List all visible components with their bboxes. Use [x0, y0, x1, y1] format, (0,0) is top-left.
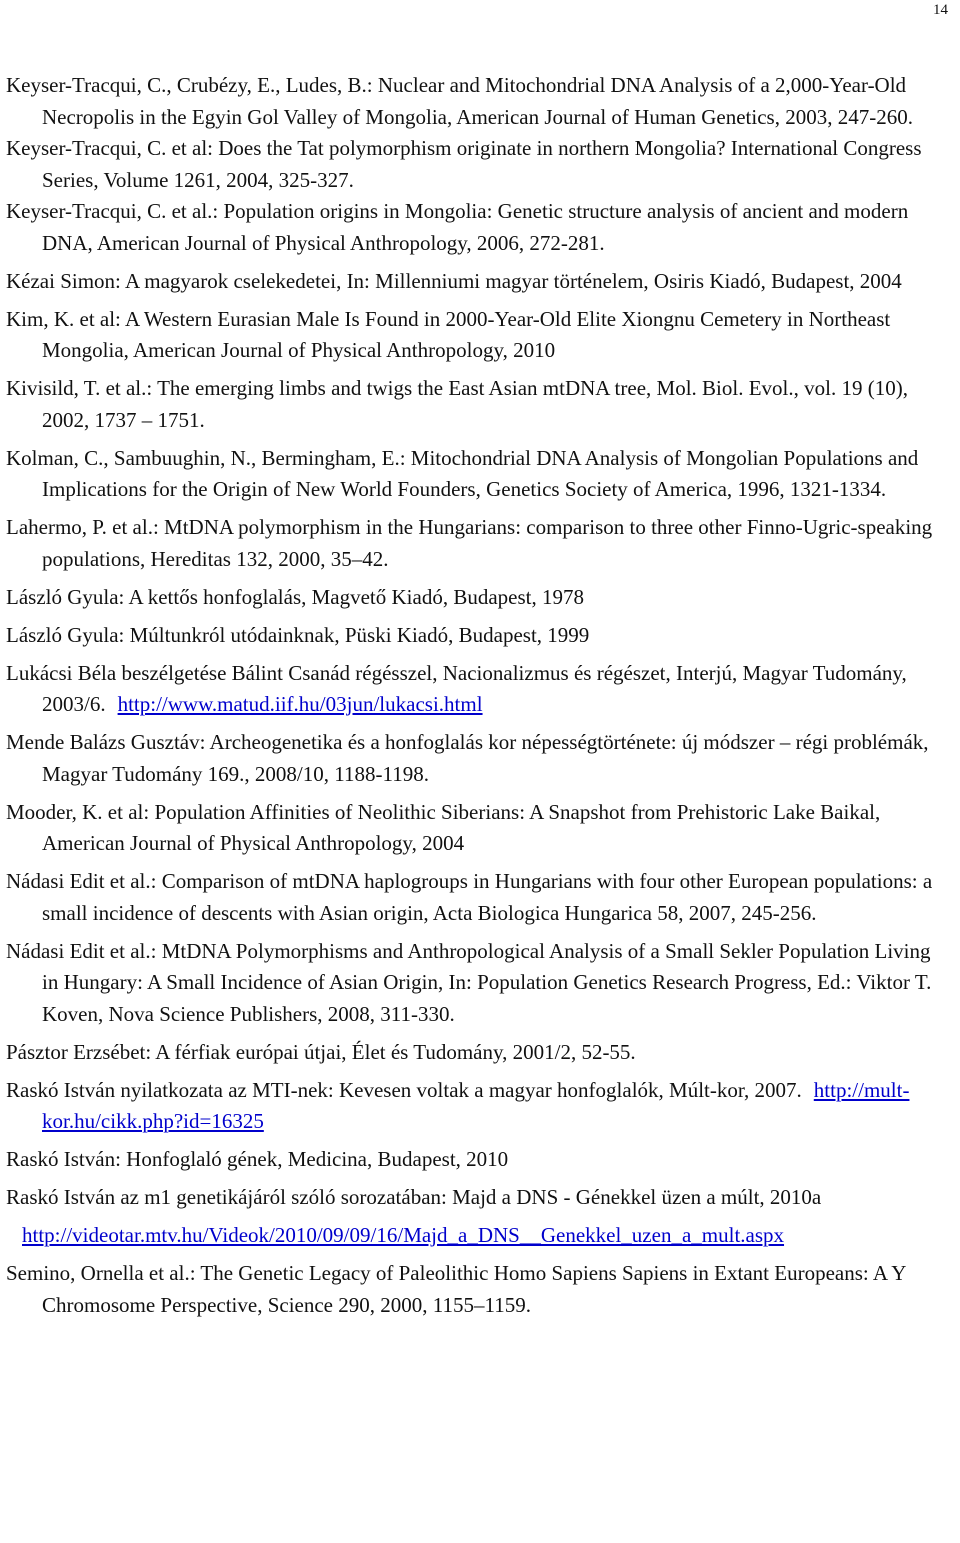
reference-entry: Keyser-Tracqui, C. et al: Does the Tat polymorphism originate in northern Mongolia? International Congress Series, Volume 1261, 2004, 325-327.	[6, 136, 922, 192]
reference-entry: Keyser-Tracqui, C. et al.: Population origins in Mongolia: Genetic structure analysis of ancient and modern DNA, American Journal of Physical Anthropology, 2006, 272-281.	[6, 199, 909, 255]
reference-entry	[6, 1075, 948, 1138]
reference-entry: Nádasi Edit et al.: Comparison of mtDNA haplogroups in Hungarians with four other European populations: a small incidence of descents with Asian origin, Acta Biologica Hungarica 58, 2007, 245-256.	[6, 869, 933, 925]
reference-entry: Keyser-Tracqui, C., Crubézy, E., Ludes, B.: Nuclear and Mitochondrial DNA Analysis of a 2,000-Year-Old Necropolis in the Egyin Gol Valley of Mongolia, American Journal of Human Genetics, 2003, 247-260.	[6, 73, 913, 129]
reference-entry: Kivisild, T. et al.: The emerging limbs and twigs the East Asian mtDNA tree, Mol. Biol. Evol., vol. 19 (10), 2002, 1737 – 1751.	[6, 376, 908, 432]
reference-entry	[6, 658, 948, 721]
reference-entry: Kim, K. et al: A Western Eurasian Male Is Found in 2000-Year-Old Elite Xiongnu Cemetery in Northeast Mongolia, American Journal of Physical Anthropology, 2010	[6, 306, 891, 362]
reference-link[interactable]: http://www.matud.iif.hu/03jun/lukacsi.html	[117, 692, 483, 716]
reference-url-line	[6, 1220, 948, 1252]
reference-entry: Pásztor Erzsébet: A férfiak európai útjai, Élet és Tudomány, 2001/2, 52-55.	[6, 1039, 636, 1064]
reference-entry: László Gyula: A kettős honfoglalás, Magvető Kiadó, Budapest, 1978	[6, 584, 584, 609]
reference-link[interactable]: http://videotar.mtv.hu/Videok/2010/09/09/16/Majd_a_DNS__Genekkel_uzen_a_mult.aspx	[22, 1223, 785, 1247]
reference-entry: Mende Balázs Gusztáv: Archeogenetika és a honfoglalás kor népességtörténete: új módszer – régi problémák, Magyar Tudomány 169., 2008/10, 1188-1198.	[6, 730, 929, 786]
reference-text: Lukácsi Béla beszélgetése Bálint Csanád régésszel, Nacionalizmus és régészet, Interjú, Magyar Tudomány, 2003/6.	[6, 660, 907, 716]
reference-entry: Kézai Simon: A magyarok cselekedetei, In: Millenniumi magyar történelem, Osiris Kiadó, Budapest, 2004	[6, 268, 902, 293]
reference-list	[6, 70, 948, 1328]
reference-entry: Mooder, K. et al: Population Affinities of Neolithic Siberians: A Snapshot from Prehistoric Lake Baikal, American Journal of Physical Anthropology, 2004	[6, 799, 881, 855]
reference-text: Raskó István nyilatkozata az MTI-nek: Kevesen voltak a magyar honfoglalók, Múlt-kor, 2007.	[6, 1077, 802, 1102]
page-number: 14	[933, 2, 948, 18]
reference-entry: László Gyula: Múltunkról utódainknak, Püski Kiadó, Budapest, 1999	[6, 622, 590, 647]
reference-entry: Kolman, C., Sambuughin, N., Bermingham, E.: Mitochondrial DNA Analysis of Mongolian Populations and Implications for the Origin of New World Founders, Genetics Society of America, 1996, 1321-1334.	[6, 445, 919, 501]
reference-entry: Raskó István az m1 genetikájáról szóló sorozatában: Majd a DNS - Génekkel üzen a múlt, 2010a	[6, 1185, 822, 1209]
reference-entry: Semino, Ornella et al.: The Genetic Legacy of Paleolithic Homo Sapiens Sapiens in Extant Europeans: A Y Chromosome Perspective, Science 290, 2000, 1155–1159.	[6, 1261, 906, 1317]
reference-entry: Raskó István: Honfoglaló gének, Medicina, Budapest, 2010	[6, 1147, 509, 1171]
reference-link[interactable]: http://mult-kor.hu/cikk.php?id=16325	[42, 1077, 910, 1133]
reference-entry: Lahermo, P. et al.: MtDNA polymorphism in the Hungarians: comparison to three other Finno-Ugric-speaking populations, Hereditas 132, 2000, 35–42.	[6, 515, 933, 571]
reference-entry: Nádasi Edit et al.: MtDNA Polymorphisms and Anthropological Analysis of a Small Sekler Population Living in Hungary: A Small Incidence of Asian Origin, In: Population Genetics Research Progress, Ed.: Viktor T. Koven, Nova Science Publishers, 2008, 311-330.	[6, 938, 932, 1026]
